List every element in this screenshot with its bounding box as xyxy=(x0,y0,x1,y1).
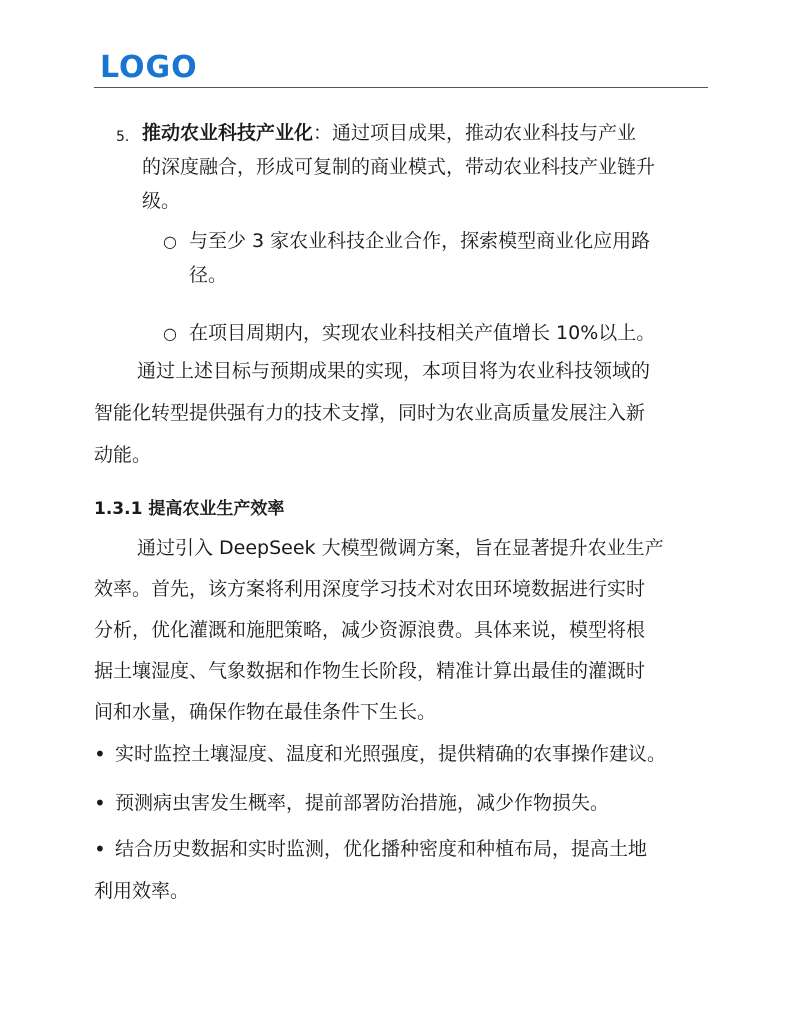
list-item-5-title: 推动农业科技产业化 xyxy=(142,122,314,144)
sub-item-2-line-1: 在项目周期内，实现农业科技相关产值增长 10%以上。 xyxy=(189,322,656,344)
section-para-line-2: 效率。首先，该方案将利用深度学习技术对农田环境数据进行实时 xyxy=(94,578,646,600)
section-para-line-3: 分析，优化灌溉和施肥策略，减少资源浪费。具体来说，模型将根 xyxy=(94,619,646,641)
summary-line-1: 通过上述目标与预期成果的实现，本项目将为农业科技领域的 xyxy=(137,360,651,382)
list-number: 5. xyxy=(116,129,130,145)
summary-line-2: 智能化转型提供强有力的技术支撑，同时为农业高质量发展注入新 xyxy=(94,402,646,424)
list-item-5-line-1 xyxy=(142,120,636,146)
bullet-dot: • xyxy=(94,837,106,861)
section-para-line-5: 间和水量，确保作物在最佳条件下生长。 xyxy=(94,701,437,723)
list-item-5-line-2: 的深度融合，形成可复制的商业模式，带动农业科技产业链升 xyxy=(142,156,656,178)
sub-bullet: ○ xyxy=(163,324,177,343)
list-item-5-line-3: 级。 xyxy=(142,190,181,212)
sub-item-1-line-1: 与至少 3 家农业科技企业合作，探索模型商业化应用路 xyxy=(189,230,651,252)
header-divider xyxy=(94,87,708,88)
bullet-dot: • xyxy=(94,742,106,766)
bullet-dot: • xyxy=(94,791,106,815)
list-item-5-colon: ： xyxy=(313,122,333,144)
summary-line-3: 动能。 xyxy=(94,444,152,466)
section-heading: 1.3.1 提高农业生产效率 xyxy=(94,499,285,519)
sub-bullet: ○ xyxy=(163,232,177,251)
bullet-3-line-1: 结合历史数据和实时监测，优化播种密度和种植布局，提高土地 xyxy=(115,838,648,860)
section-para-line-1: 通过引入 DeepSeek 大模型微调方案，旨在显著提升农业生产 xyxy=(137,537,664,559)
bullet-2-text: 预测病虫害发生概率，提前部署防治措施，减少作物损失。 xyxy=(115,792,610,814)
list-item-5-text: 通过项目成果，推动农业科技与产业 xyxy=(332,122,637,144)
bullet-1-text: 实时监控土壤湿度、温度和光照强度，提供精确的农事操作建议。 xyxy=(115,743,667,765)
sub-item-1-line-2: 径。 xyxy=(189,264,228,286)
section-para-line-4: 据土壤湿度、气象数据和作物生长阶段，精准计算出最佳的灌溉时 xyxy=(94,660,646,682)
logo: LOGO xyxy=(100,50,198,85)
bullet-3-line-2: 利用效率。 xyxy=(94,880,190,902)
